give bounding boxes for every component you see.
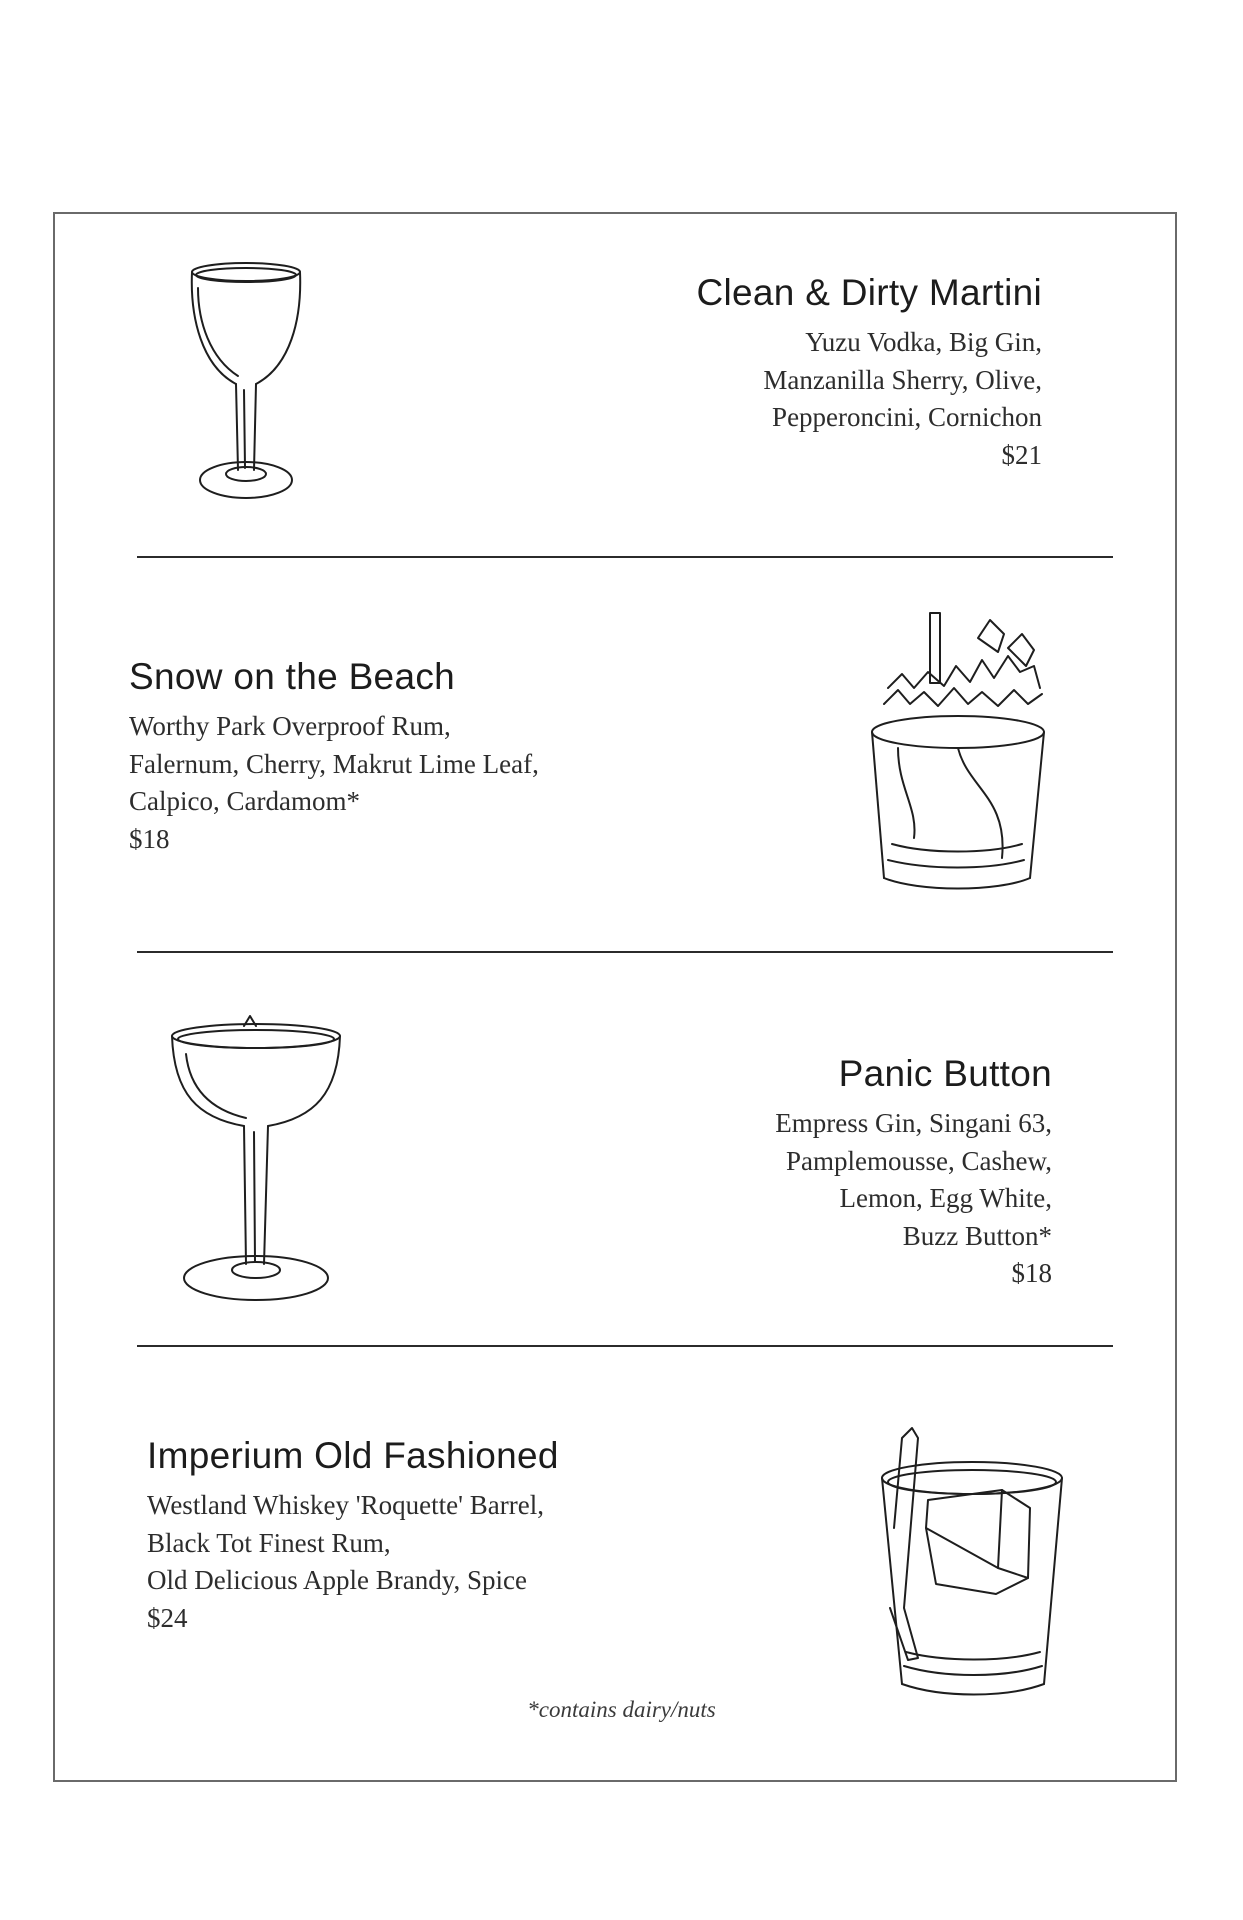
nick-and-nora-glass-icon (188, 258, 308, 508)
rocks-glass-crushed-ice-icon (858, 608, 1048, 908)
ingredient-line: Pamplemousse, Cashew, (786, 1145, 1052, 1176)
old-fashioned-glass-icon (872, 1408, 1072, 1708)
item-price: $21 (1001, 439, 1042, 470)
ingredient-line: Empress Gin, Singani 63, (775, 1108, 1052, 1138)
item-price: $18 (1011, 1258, 1052, 1288)
divider (137, 951, 1113, 953)
ingredient-line: Westland Whiskey 'Roquette' Barrel, (147, 1490, 544, 1520)
menu-item (696, 272, 1042, 474)
divider (137, 556, 1113, 558)
item-name: Clean & Dirty Martini (696, 272, 1042, 313)
ingredient-line: Lemon, Egg White, (839, 1183, 1052, 1213)
item-name: Snow on the Beach (129, 656, 455, 697)
divider (137, 1345, 1113, 1347)
menu-item (147, 1435, 559, 1637)
ingredient-line: Falernum, Cherry, Makrut Lime Leaf, (129, 748, 539, 779)
item-name: Panic Button (838, 1053, 1052, 1094)
ingredient-line: Worthy Park Overproof Rum, (129, 711, 451, 741)
ingredient-line: Yuzu Vodka, Big Gin, (805, 327, 1042, 357)
item-name: Imperium Old Fashioned (147, 1435, 559, 1476)
ingredient-line: Buzz Button* (902, 1220, 1052, 1251)
menu-item (775, 1053, 1052, 1293)
footnote: *contains dairy/nuts (527, 1697, 716, 1722)
menu-item (129, 656, 539, 858)
ingredient-line: Manzanilla Sherry, Olive, (763, 364, 1042, 395)
item-price: $18 (129, 823, 170, 854)
ingredient-line: Old Delicious Apple Brandy, Spice (147, 1565, 527, 1595)
item-price: $24 (147, 1602, 188, 1633)
ingredient-line: Pepperoncini, Cornichon (772, 402, 1042, 432)
ingredient-line: Calpico, Cardamom* (129, 786, 360, 816)
ingredient-line: Black Tot Finest Rum, (147, 1527, 391, 1558)
coupe-glass-icon (168, 1014, 348, 1314)
